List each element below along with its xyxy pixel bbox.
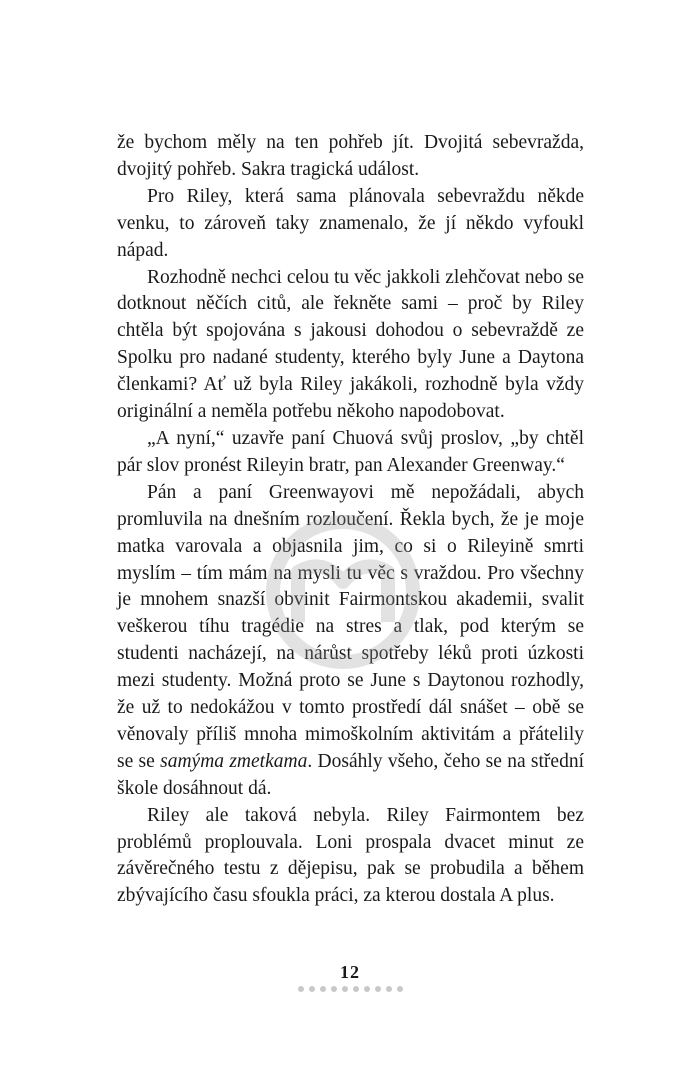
paragraph-5-text: Pán a paní Greenwayovi mě nepožádali, abych promluvila na dnešním rozloučení. Řekla bych, že je moje matka varovala a objasnila jim, co si o Rileyině smrti myslím – tím mám na mysli tu věc s vraždou. Pro všechny je mnohem snazší obvinit Fairmontskou akademii, svalit veškerou tíhu tragédie na stres a tlak, pod kterým se studenti nacházejí, na nárůst spotřeby léků proti úzkosti mezi studenty. Možná proto se June s Daytonou rozhodly, že už to nedokážou v tomto prostředí dál snášet – obě se věnovaly příliš mnoha mimoškolním aktivitám a přátelily se se [117,481,584,772]
page-body [117,130,584,910]
paragraph-5-after: . Dosáhly všeho, čeho se na střední škole dosáhnout dá. [117,750,584,799]
paragraph-4: „A nyní,“ uzavře paní Chuová svůj proslov, „by chtěl pár slov pronést Rileyin bratr, pan Alexander Greenway.“ [117,427,584,476]
ornament-dot [375,986,381,992]
ornament-dot [342,986,348,992]
paragraph-3: Rozhodně nechci celou tu věc jakkoli zlehčovat nebo se dotknout něčích citů, ale řekněte sami – proč by Riley chtěla být spojována s jakousi dohodou o sebevraždě ze Spolku pro nadané studenty, kterého byly June a Daytona členkami? Ať už byla Riley jakákoli, rozhodně byla vždy originální a neměla potřebu někoho napodobovat. [117,266,584,423]
page-number: 12 [340,962,360,982]
ornament-dot [309,986,315,992]
ornament-dot [397,986,403,992]
page-number-ornament [0,986,700,992]
paragraph-6: Riley ale taková nebyla. Riley Fairmontem bez problémů proplouvala. Loni prospala dvacet minut ze závěrečného testu z dějepisu, pak se probudila a během zbývajícího času sfoukla práci, za kterou dostala A plus. [117,804,584,907]
ornament-dot [298,986,304,992]
ornament-dot [364,986,370,992]
ornament-dot [386,986,392,992]
paragraph-5-emphasis: samýma zmetkama [160,750,308,772]
paragraph-2: Pro Riley, která sama plánovala sebevraždu někde venku, to zároveň taky znamenalo, že jí někdo vyfoukl nápad. [117,185,584,261]
ornament-dot [320,986,326,992]
ornament-dot [353,986,359,992]
ornament-dot [331,986,337,992]
paragraph-1: že bychom měly na ten pohřeb jít. Dvojitá sebevražda, dvojitý pohřeb. Sakra tragická událost. [117,132,584,180]
paragraph-5 [117,480,584,803]
